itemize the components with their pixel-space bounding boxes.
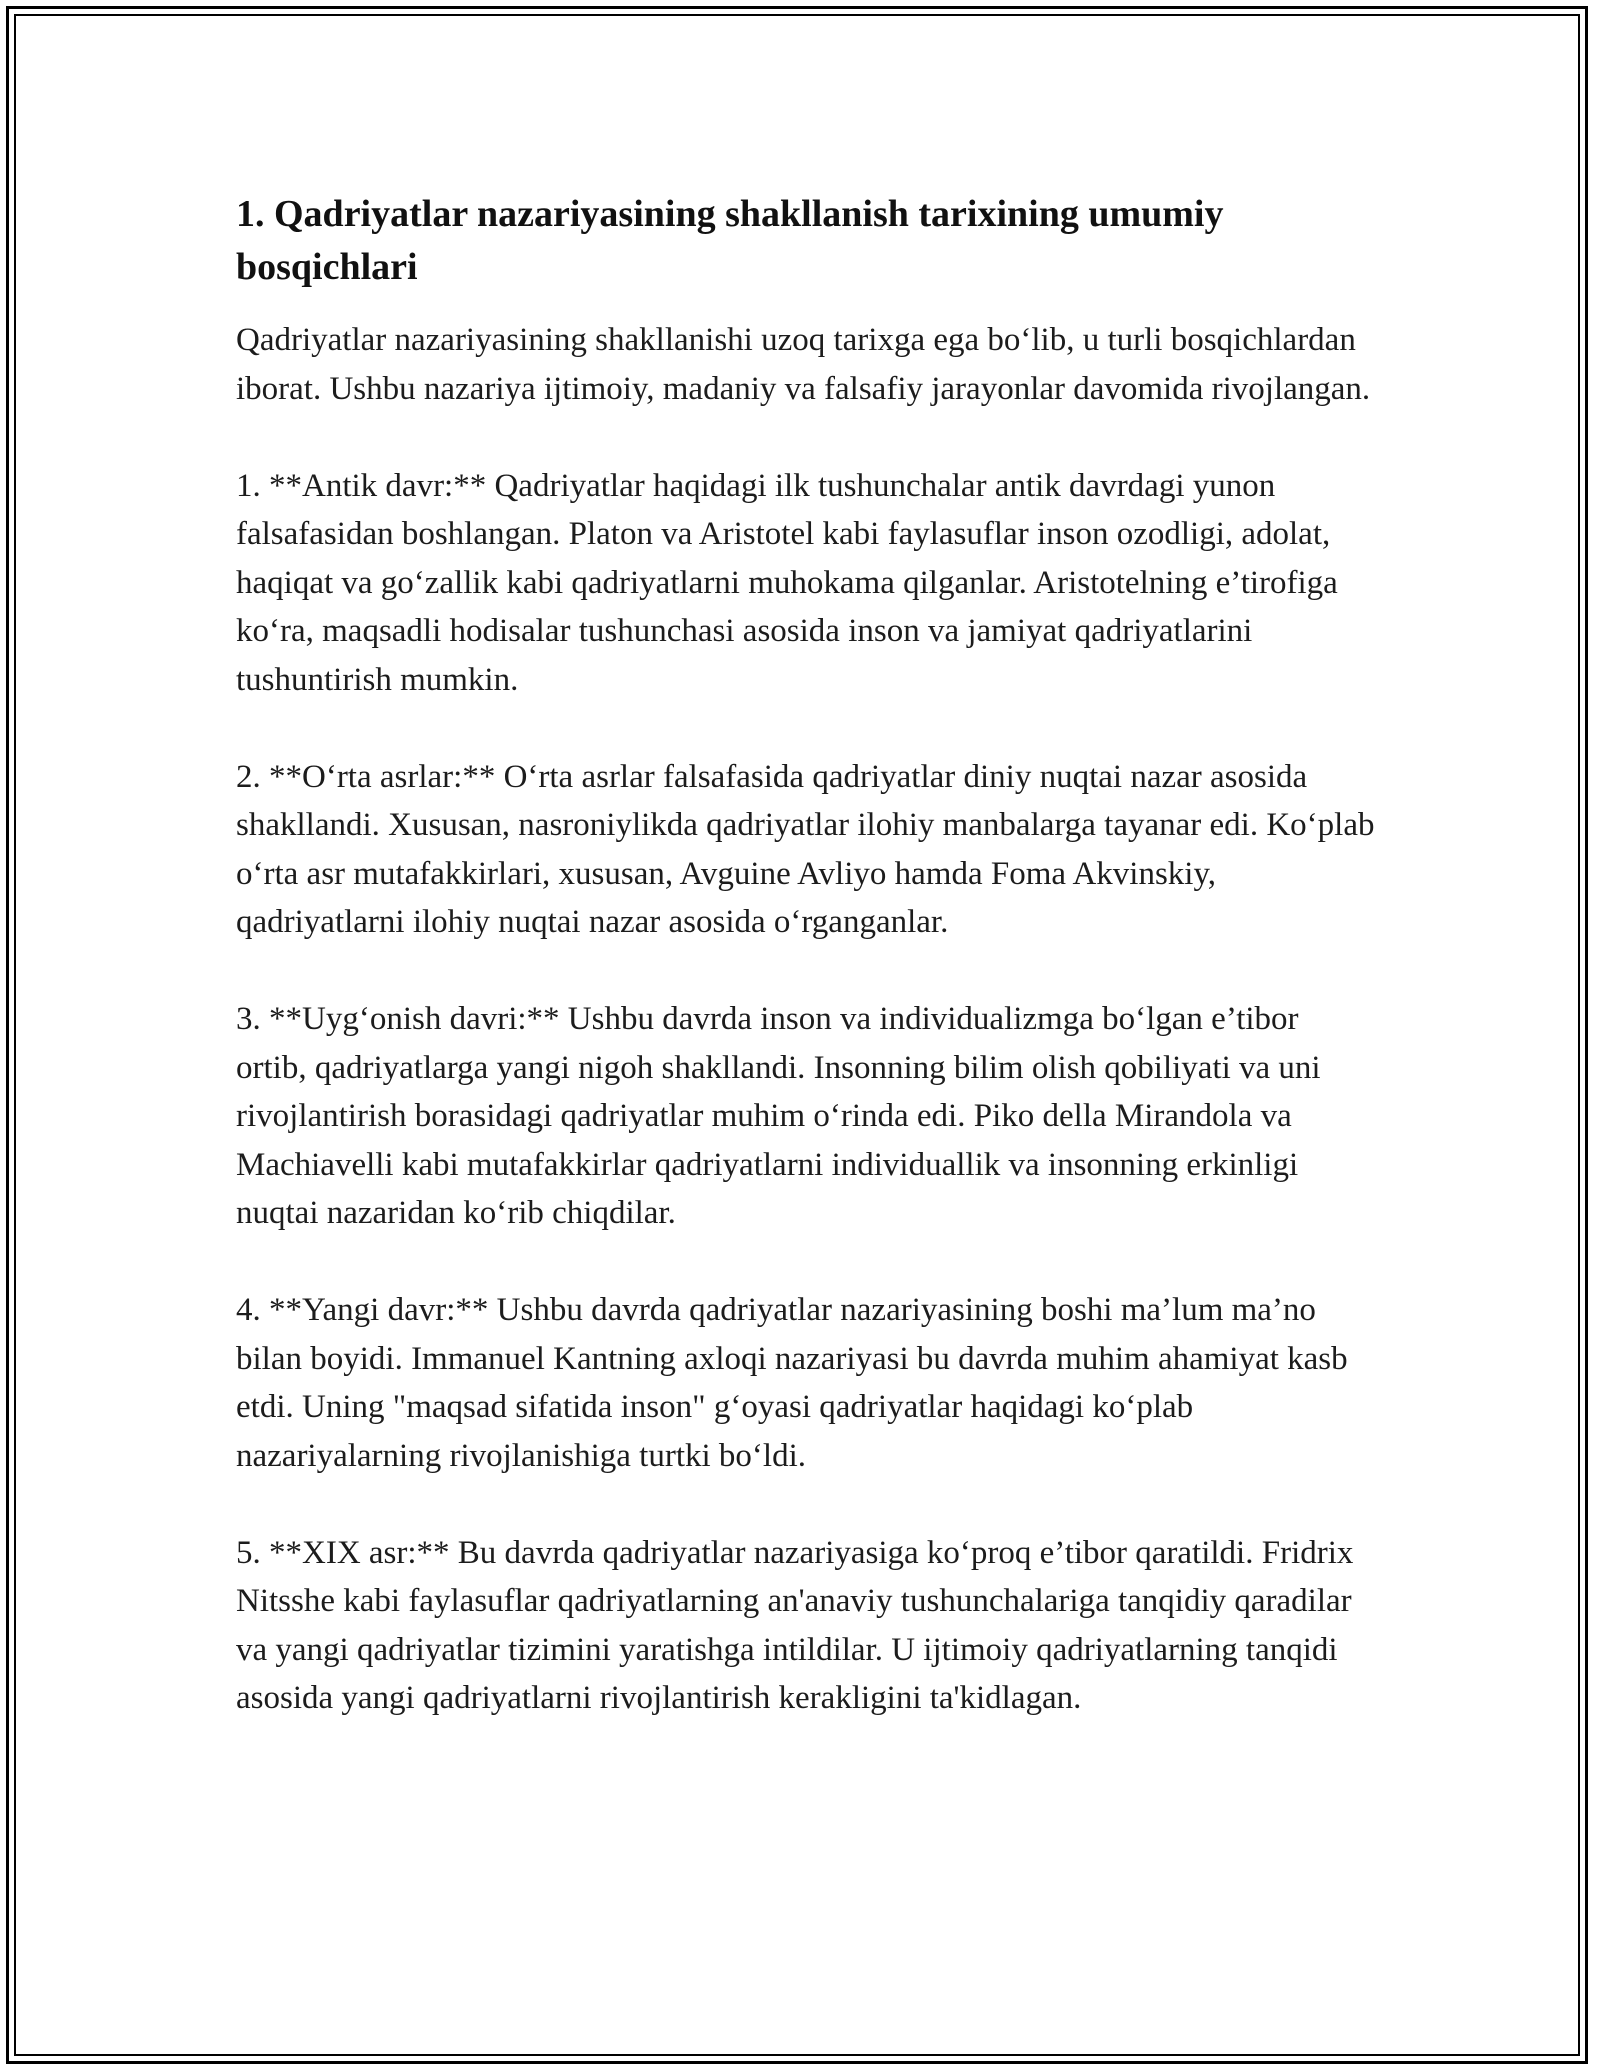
intro-paragraph: Qadriyatlar nazariyasining shakllanishi uzoq tarixga ega bo‘lib, u turli bosqichlardan iborat. Ushbu nazariya ijtimoiy, madaniy va falsafiy jarayonlar davomida rivojlangan.	[236, 322, 1371, 407]
paragraph-orta-asrlar: 2. **O‘rta asrlar:** O‘rta asrlar falsafasida qadriyatlar diniy nuqtai nazar asosida shakllandi. Xususan, nasroniylikda qadriyatlar ilohiy manbalarga tayanar edi. Ko‘plab o‘rta asr mutafakkirlari, xususan, Avguine Avliyo hamda Foma Akvinskiy, qadriyatlarni ilohiy nuqtai nazar asosida o‘rganganlar.	[236, 758, 1375, 940]
paragraph-antik-davr: 1. **Antik davr:** Qadriyatlar haqidagi ilk tushunchalar antik davrdagi yunon falsafasidan boshlangan. Platon va Aristotel kabi faylasuflar inson ozodligi, adolat, haqiqat va go‘zallik kabi qadriyatlarni muhokama qilganlar. Aristotelning e’tirofiga ko‘ra, maqsadli hodisalar tushunchasi asosida inson va jamiyat qadriyatlarini tushuntirish mumkin.	[236, 467, 1338, 698]
section-heading: 1. Qadriyatlar nazariyasining shakllanish tarixining umumiy bosqichlari	[236, 193, 1224, 288]
document-body	[236, 188, 1376, 1771]
paragraph-yangi-davr: 4. **Yangi davr:** Ushbu davrda qadriyatlar nazariyasining boshi ma’lum ma’no bilan boyidi. Immanuel Kantning axloqi nazariyasi bu davrda muhim ahamiyat kasb etdi. Uning "maqsad sifatida inson" g‘oyasi qadriyatlar haqidagi ko‘plab nazariyalarning rivojlanishiga turtki bo‘ldi.	[236, 1292, 1348, 1474]
paragraph-uygonish-davri: 3. **Uyg‘onish davri:** Ushbu davrda inson va individualizmga bo‘lgan e’tibor ortib, qadriyatlarga yangi nigoh shakllandi. Insonning bilim olish qobiliyati va uni rivojlantirish borasidagi qadriyatlar muhim o‘rinda edi. Piko della Mirandola va Machiavelli kabi mutafakkirlar qadriyatlarni individuallik va insonning erkinligi nuqtai nazaridan ko‘rib chiqdilar.	[236, 1001, 1321, 1231]
paragraph-xix-asr: 5. **XIX asr:** Bu davrda qadriyatlar nazariyasiga ko‘proq e’tibor qaratildi. Fridrix Nitsshe kabi faylasuflar qadriyatlarning an'anaviy tushunchalariga tanqidiy qaradilar va yangi qadriyatlar tizimini yaratishga intildilar. U ijtimoiy qadriyatlarning tanqidi asosida yangi qadriyatlarni rivojlantirish kerakligini ta'kidlagan.	[236, 1534, 1354, 1716]
